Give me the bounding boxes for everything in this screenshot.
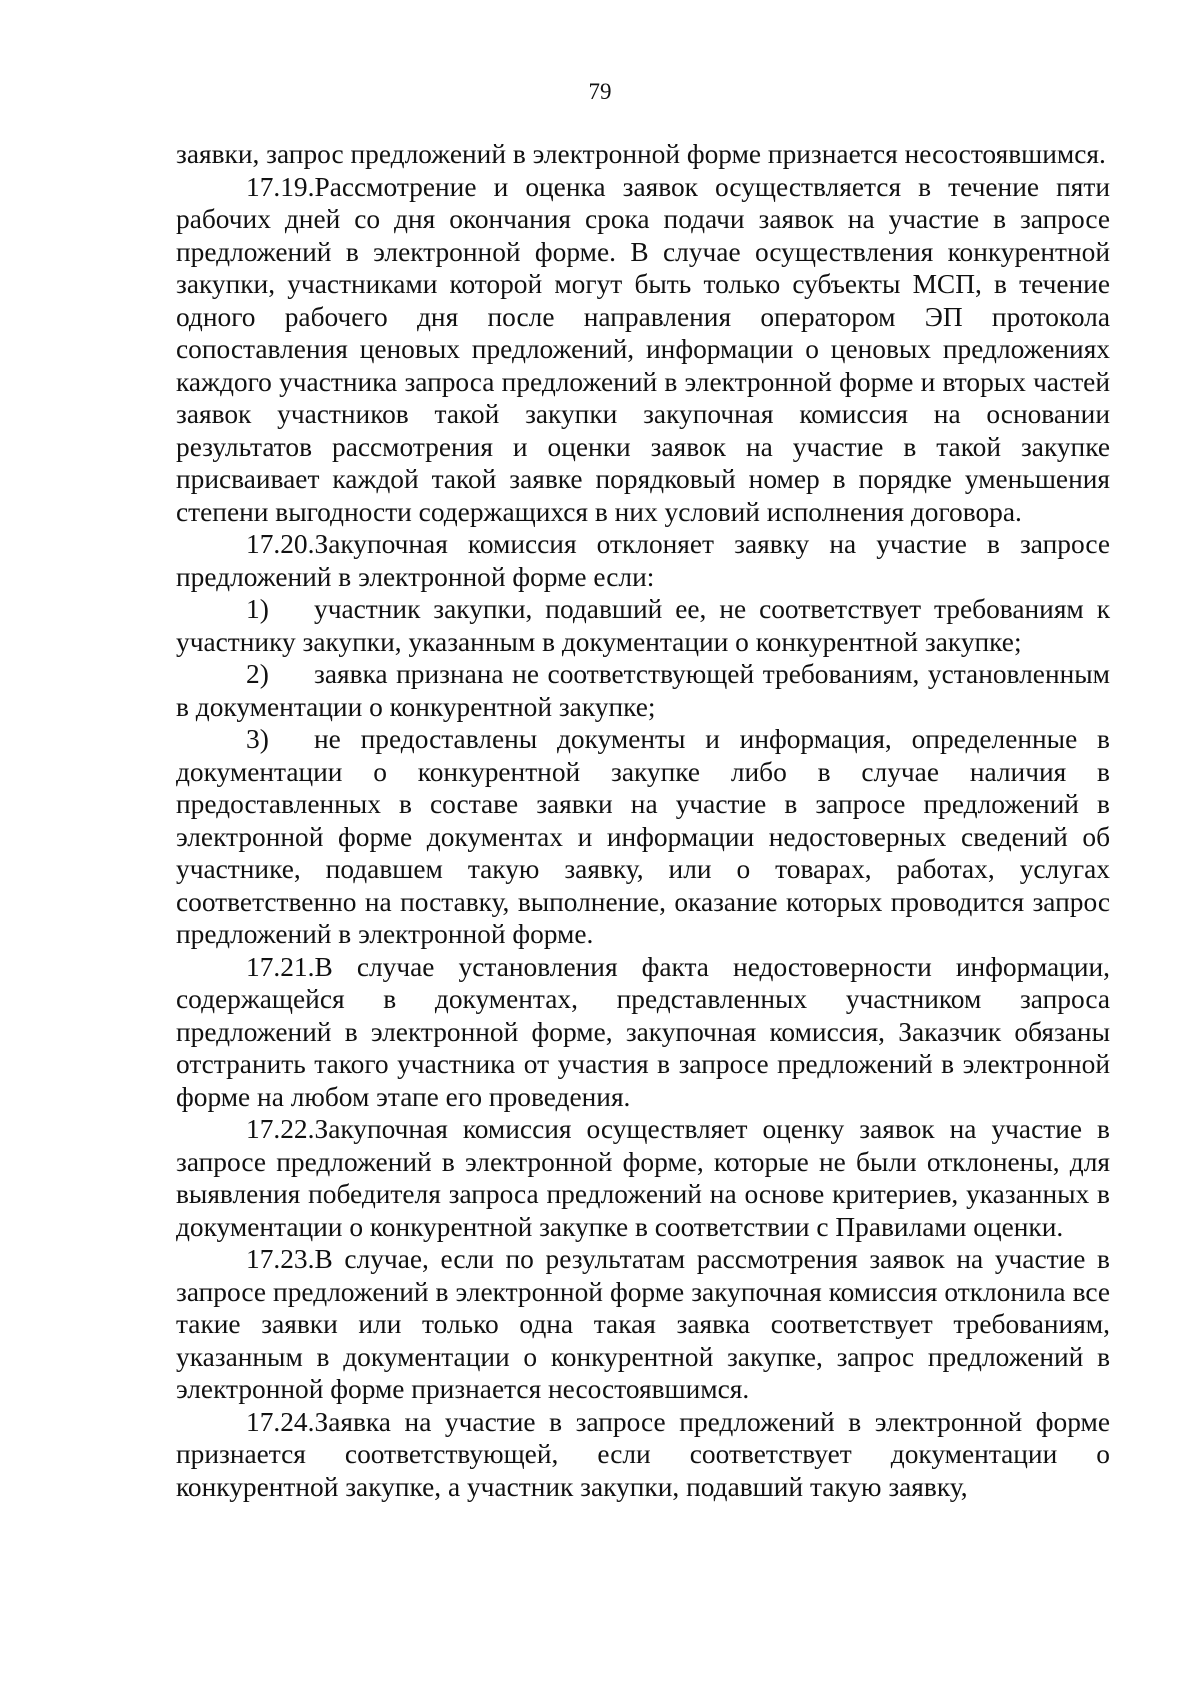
list-item-number: 1) bbox=[246, 594, 269, 624]
list-item-number: 2) bbox=[246, 659, 269, 689]
list-item bbox=[176, 593, 1110, 658]
list-item-text: участник закупки, подавший ее, не соответствует требованиям к участнику закупки, указанным в документации о конкурентной закупке; bbox=[176, 594, 1110, 657]
paragraph-17-20: 17.20.Закупочная комиссия отклоняет заявку на участие в запросе предложений в электронной форме если: bbox=[176, 529, 1110, 592]
page-number: 79 bbox=[588, 79, 612, 104]
list-item bbox=[176, 723, 1110, 951]
list-item-text: заявка признана не соответствующей требованиям, установленным в документации о конкурентной закупке; bbox=[176, 659, 1110, 722]
paragraph-continuation: заявки, запрос предложений в электронной форме признается несостоявшимся. bbox=[176, 139, 1106, 169]
paragraph-17-19: 17.19.Рассмотрение и оценка заявок осуществляется в течение пяти рабочих дней со дня окончания срока подачи заявок на участие в запросе предложений в электронной форме. В случае осуществления конкурентной закупки, участниками которой могут быть только субъекты МСП, в течение одного рабочего дня после направления оператором ЭП протокола сопоставления ценовых предложений, информации о ценовых предложениях каждого участника запроса предложений в электронной форме и вторых частей заявок участников такой закупки закупочная комиссия на основании результатов рассмотрения и оценки заявок на участие в такой закупке присваивает каждой такой заявке порядковый номер в порядке уменьшения степени выгодности содержащихся в них условий исполнения договора. bbox=[176, 171, 1110, 527]
list-item-number: 3) bbox=[246, 724, 269, 754]
paragraph-17-22: 17.22.Закупочная комиссия осуществляет оценку заявок на участие в запросе предложений в электронной форме, которые не были отклонены, для выявления победителя запроса предложений на основе критериев, указанных в документации о конкурентной закупке в соответствии с Правилами оценки. bbox=[176, 1114, 1110, 1242]
list-item bbox=[176, 658, 1110, 723]
list-item-text: не предоставлены документы и информация, определенные в документации о конкурентной закупке либо в случае наличия в предоставленных в составе заявки на участие в запросе предложений в электронной форме документах и информации недостоверных сведений об участнике, подавшем такую заявку, или о товарах, работах, услугах соответственно на поставку, выполнение, оказание которых проводится запрос предложений в электронной форме. bbox=[176, 724, 1110, 949]
document-body bbox=[176, 138, 1110, 1503]
paragraph-17-21: 17.21.В случае установления факта недостоверности информации, содержащейся в документах, представленных участником запроса предложений в электронной форме, закупочная комиссия, Заказчик обязаны отстранить такого участника от участия в запросе предложений в электронной форме на любом этапе его проведения. bbox=[176, 951, 1110, 1112]
paragraph-17-23: 17.23.В случае, если по результатам рассмотрения заявок на участие в запросе предложений в электронной форме закупочная комиссия отклонила все такие заявки или только одна такая заявка соответствует требованиям, указанным в документации о конкурентной закупке, запрос предложений в электронной форме признается несостоявшимся. bbox=[176, 1244, 1110, 1404]
paragraph-17-24: 17.24.Заявка на участие в запросе предложений в электронной форме признается соответствующей, если соответствует документации о конкурентной закупке, а участник закупки, подавший такую заявку, bbox=[176, 1406, 1110, 1502]
